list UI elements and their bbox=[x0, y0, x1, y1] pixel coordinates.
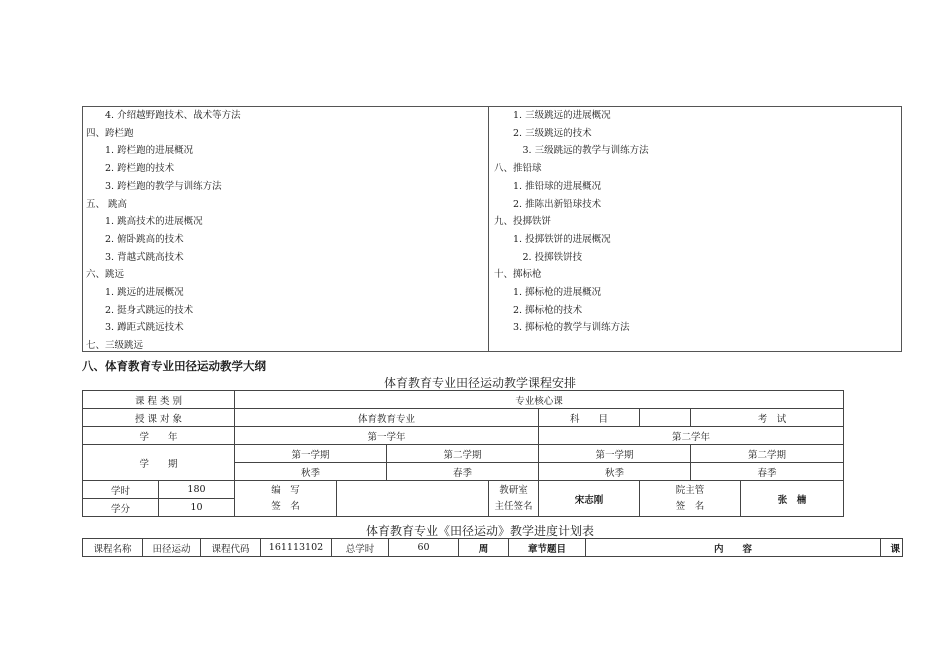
class-header: 课 bbox=[881, 539, 903, 557]
outline-left-line: 六、跳远 bbox=[86, 269, 125, 281]
hours-value: 180 bbox=[159, 481, 235, 499]
outline-right-line: 1. 三级跳远的进展概况 bbox=[513, 110, 611, 121]
outline-left-line: 2. 挺身式跳远的技术 bbox=[105, 304, 194, 316]
arrangement-table bbox=[82, 390, 844, 517]
outline-left-line: 3. 跨栏跑的教学与训练方法 bbox=[105, 180, 222, 192]
dean-signature: 张 楠 bbox=[741, 481, 844, 517]
chapter-header: 章节题目 bbox=[509, 539, 586, 557]
outline-right-line: 九、投掷铁饼 bbox=[494, 216, 552, 228]
schedule-header-row bbox=[83, 539, 903, 557]
outline-right-line: 2. 三级跳远的技术 bbox=[513, 127, 592, 139]
hours-label: 学时 bbox=[83, 481, 159, 499]
term-1: 第一学期 bbox=[235, 445, 387, 463]
outline-box bbox=[82, 106, 902, 352]
outline-right-line: 1. 推铅球的进展概况 bbox=[513, 180, 602, 192]
course-type-label: 课 程 类 别 bbox=[83, 391, 235, 409]
outline-left-line: 七、三级跳远 bbox=[86, 340, 144, 352]
course-name-value: 田径运动 bbox=[143, 539, 201, 557]
season-4: 春季 bbox=[691, 463, 844, 481]
dean-label-line2: 签 名 bbox=[675, 500, 705, 512]
outline-left-line: 1. 跳高技术的进展概况 bbox=[105, 216, 203, 228]
year-1: 第一学年 bbox=[235, 427, 539, 445]
course-type-value: 专业核心课 bbox=[235, 391, 844, 409]
content-header: 内 容 bbox=[586, 539, 881, 557]
dean-label-line1: 院主管 bbox=[675, 484, 705, 496]
total-hours-label: 总学时 bbox=[332, 539, 389, 557]
outline-left-line: 五、 跳高 bbox=[86, 198, 128, 210]
outline-left-line: 四、跨栏跑 bbox=[86, 127, 134, 139]
year-label: 学 年 bbox=[83, 427, 235, 445]
year-2: 第二学年 bbox=[539, 427, 844, 445]
outline-left-line: 4. 介绍越野跑技术、战术等方法 bbox=[105, 110, 241, 121]
outline-right-line: 2. 推陈出新铅球技术 bbox=[513, 198, 602, 210]
term-3: 第一学期 bbox=[539, 445, 691, 463]
outline-right-line: 2. 掷标枪的技术 bbox=[513, 304, 583, 316]
outline-right-line: 3. 掷标枪的教学与训练方法 bbox=[513, 322, 630, 334]
outline-right-line: 十、掷标枪 bbox=[494, 269, 542, 281]
credits-label: 学分 bbox=[83, 499, 159, 517]
row-audience bbox=[83, 409, 844, 427]
office-signature: 宋志刚 bbox=[539, 481, 640, 517]
outline-right-line: 八、推铅球 bbox=[494, 163, 542, 175]
subject-label: 科 目 bbox=[539, 409, 640, 427]
arrangement-title: 体育教育专业田径运动教学课程安排 bbox=[383, 376, 576, 390]
author-label bbox=[235, 481, 337, 517]
outline-right-line: 1. 投掷铁饼的进展概况 bbox=[513, 233, 611, 245]
schedule-table bbox=[82, 538, 903, 557]
outline-right-line: 3. 三级跳远的教学与训练方法 bbox=[522, 145, 649, 157]
audience-value: 体育教育专业 bbox=[235, 409, 539, 427]
author-label-line1: 编 写 bbox=[271, 484, 300, 496]
outline-right-line: 2. 投掷铁饼技 bbox=[522, 251, 583, 263]
row-course-type bbox=[83, 391, 844, 409]
dean-label bbox=[640, 481, 741, 517]
exam-label: 考 试 bbox=[691, 409, 844, 427]
office-label bbox=[489, 481, 539, 517]
term-4: 第二学期 bbox=[691, 445, 844, 463]
subject-value bbox=[640, 409, 691, 427]
credits-value: 10 bbox=[159, 499, 235, 517]
season-2: 春季 bbox=[387, 463, 539, 481]
outline-left-line: 1. 跳远的进展概况 bbox=[105, 287, 184, 298]
term-2: 第二学期 bbox=[387, 445, 539, 463]
author-label-line2: 签 名 bbox=[271, 500, 300, 512]
course-code-value: 161113102 bbox=[261, 539, 332, 557]
section-heading: 八、体育教育专业田径运动教学大纲 bbox=[82, 359, 266, 373]
term-label: 学 期 bbox=[83, 445, 235, 481]
outline-left-line: 3. 背越式跳高技术 bbox=[105, 251, 184, 263]
office-label-line1: 教研室 bbox=[499, 484, 528, 496]
course-name-label: 课程名称 bbox=[83, 539, 143, 557]
week-header: 周 bbox=[459, 539, 509, 557]
outline-divider bbox=[488, 106, 489, 352]
outline-left-line: 2. 跨栏跑的技术 bbox=[105, 163, 175, 175]
outline-left-line: 2. 俯卧跳高的技术 bbox=[105, 233, 184, 245]
course-code-label: 课程代码 bbox=[201, 539, 261, 557]
outline-left-line: 1. 跨栏跑的进展概况 bbox=[105, 145, 194, 157]
schedule-title: 体育教育专业《田径运动》教学进度计划表 bbox=[365, 524, 594, 538]
season-3: 秋季 bbox=[539, 463, 691, 481]
audience-label: 授 课 对 象 bbox=[83, 409, 235, 427]
row-hours bbox=[83, 481, 844, 499]
row-year bbox=[83, 427, 844, 445]
author-signature bbox=[337, 481, 489, 517]
outline-left-line: 3. 蹲距式跳远技术 bbox=[105, 322, 184, 334]
row-term bbox=[83, 445, 844, 463]
outline-right-line: 1. 掷标枪的进展概况 bbox=[513, 287, 602, 298]
total-hours-value: 60 bbox=[389, 539, 459, 557]
office-label-line2: 主任签名 bbox=[494, 500, 533, 512]
season-1: 秋季 bbox=[235, 463, 387, 481]
